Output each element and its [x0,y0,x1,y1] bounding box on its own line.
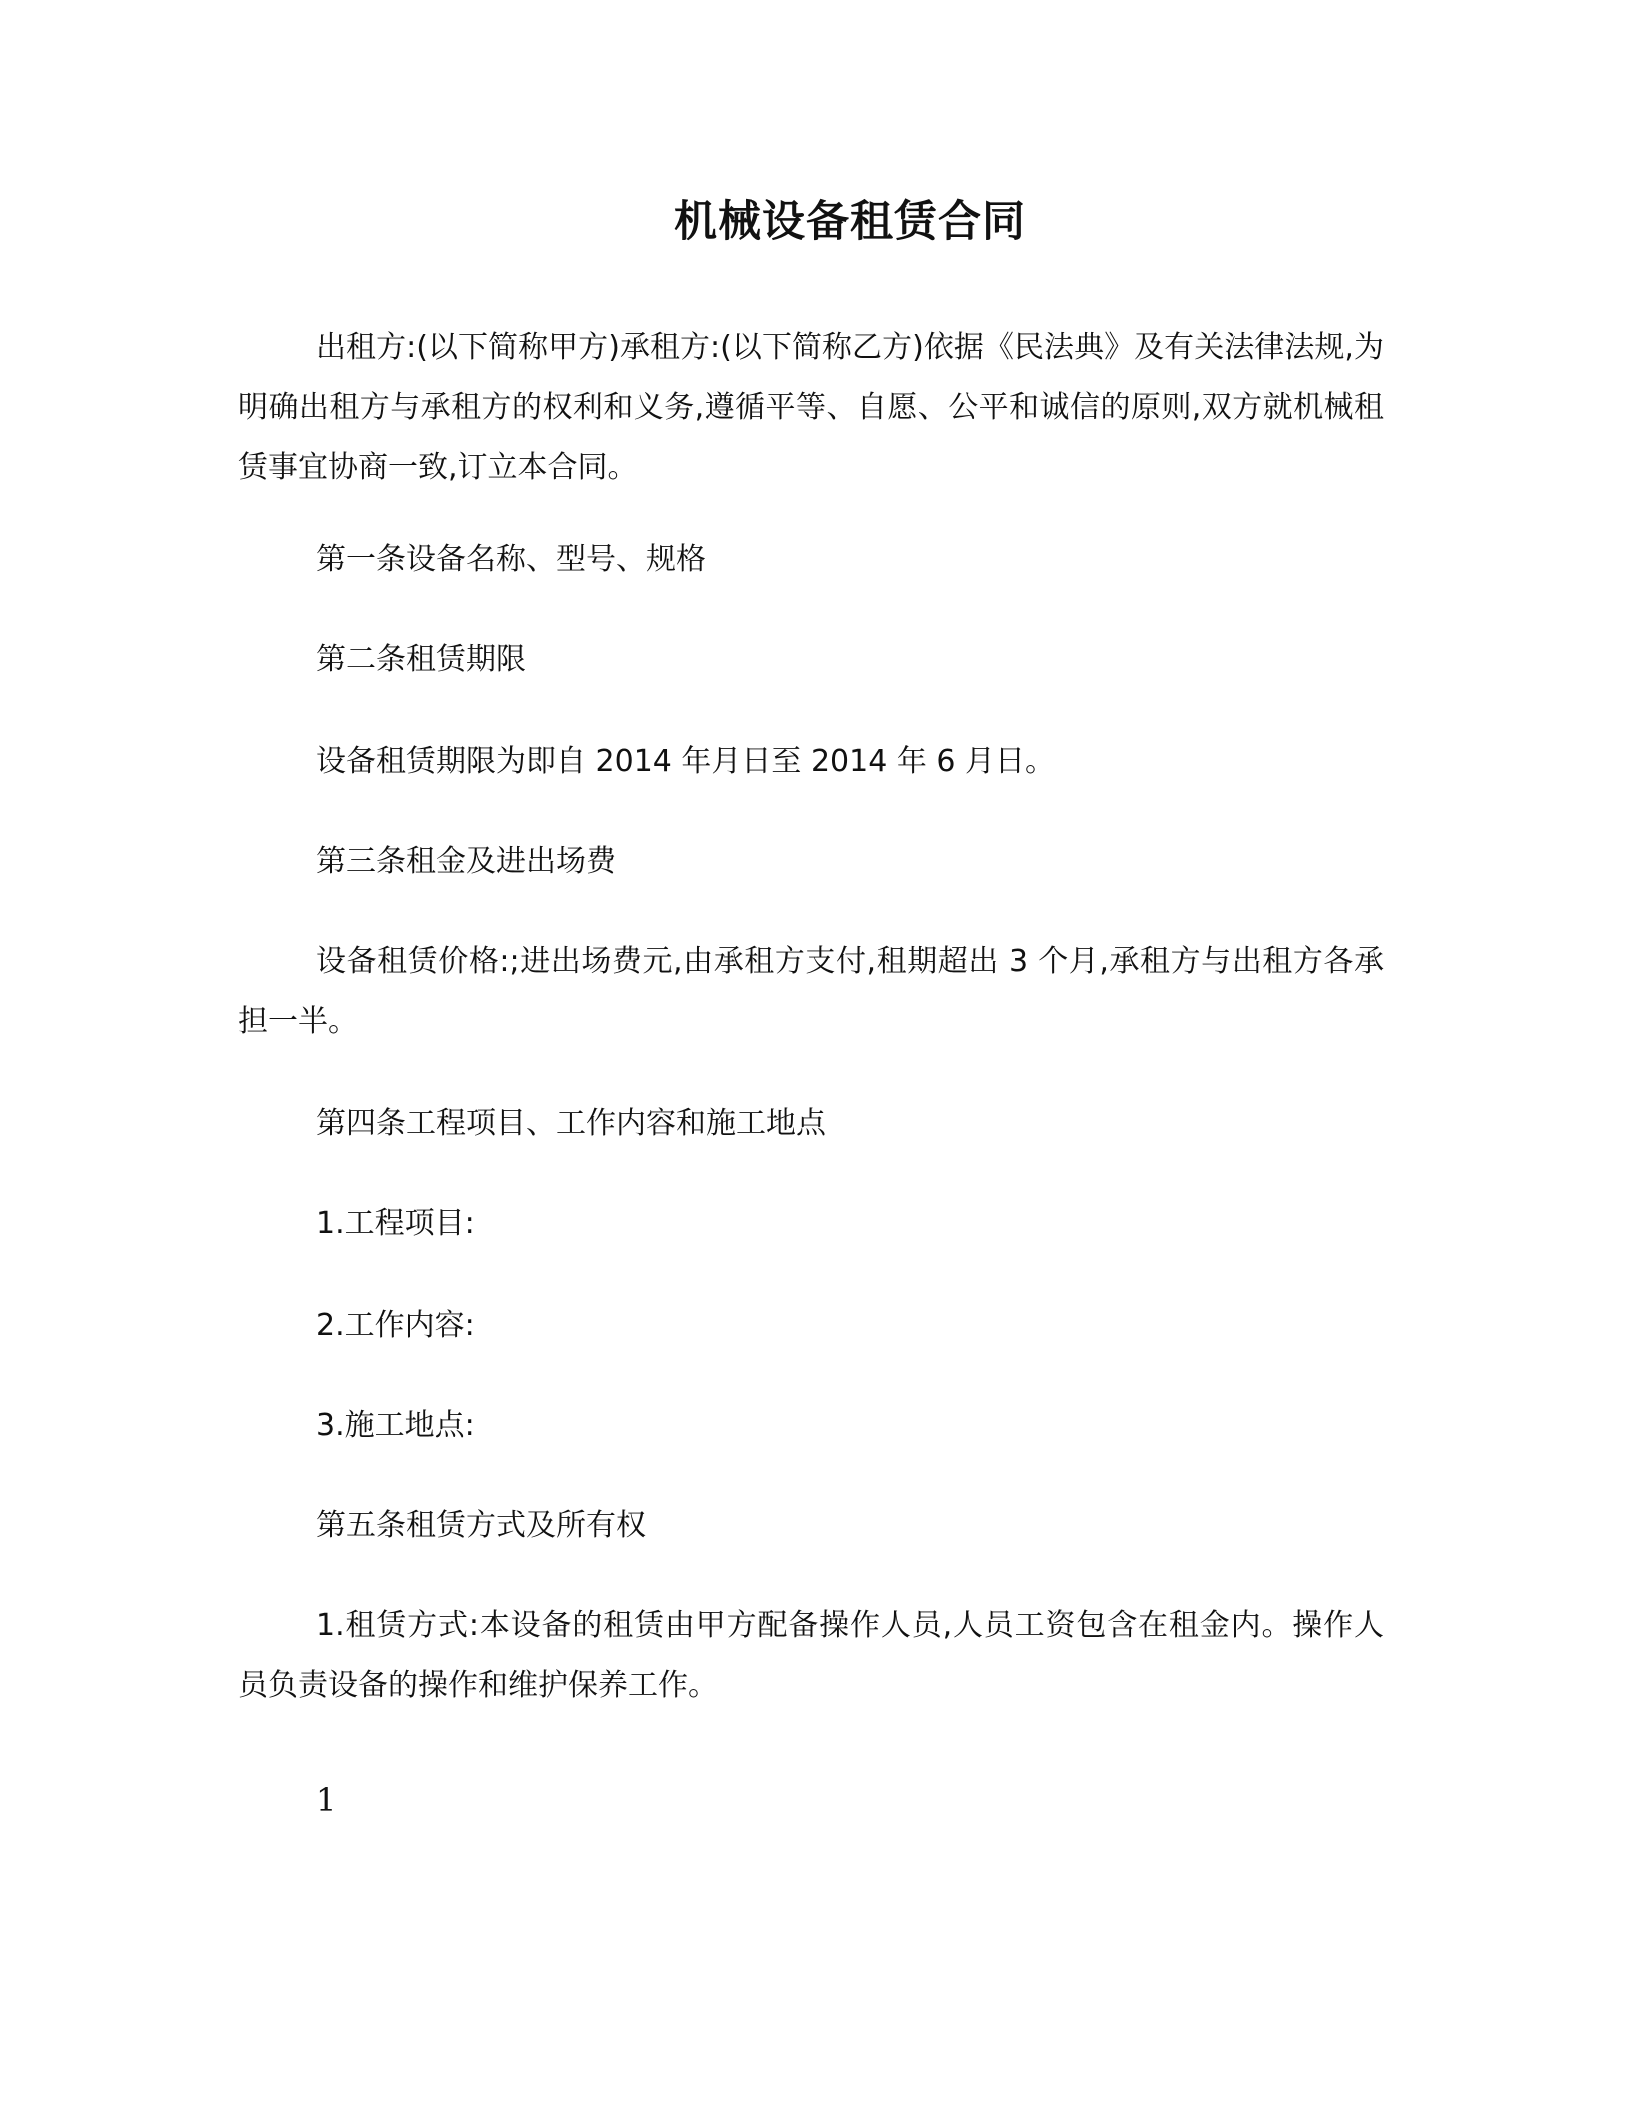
article1-heading: 第一条设备名称、型号、规格 [316,542,706,577]
intro-paragraph: 出租方:(以下简称甲方)承租方:(以下简称乙方)依据《民法典》及有关法律法规,为明确出租方与承租方的权利和义务,遵循平等、自愿、公平和诚信的原则,双方就机械租赁事宜协商一致,订立本合同。 [238,330,1384,485]
article4-item-project: 1.工程项目: [316,1206,475,1241]
document-title: 机械设备租赁合同 [674,197,1026,247]
article4-item-content: 2.工作内容: [316,1308,475,1343]
article5-heading: 第五条租赁方式及所有权 [316,1508,646,1543]
article2-text: 设备租赁期限为即自 2014 年月日至 2014 年 6 月日。 [316,744,1055,779]
article4-item-location: 3.施工地点: [316,1408,475,1443]
article2-heading: 第二条租赁期限 [316,642,526,677]
article3-heading: 第三条租金及进出场费 [316,844,616,879]
page-number: 1 [316,1781,337,1819]
article3-text: 设备租赁价格:;进出场费元,由承租方支付,租期超出 3 个月,承租方与出租方各承担一半。 [238,944,1384,1039]
article4-heading: 第四条工程项目、工作内容和施工地点 [316,1106,826,1141]
article5-item-lease-method: 1.租赁方式:本设备的租赁由甲方配备操作人员,人员工资包含在租金内。操作人员负责设备的操作和维护保养工作。 [238,1608,1384,1703]
